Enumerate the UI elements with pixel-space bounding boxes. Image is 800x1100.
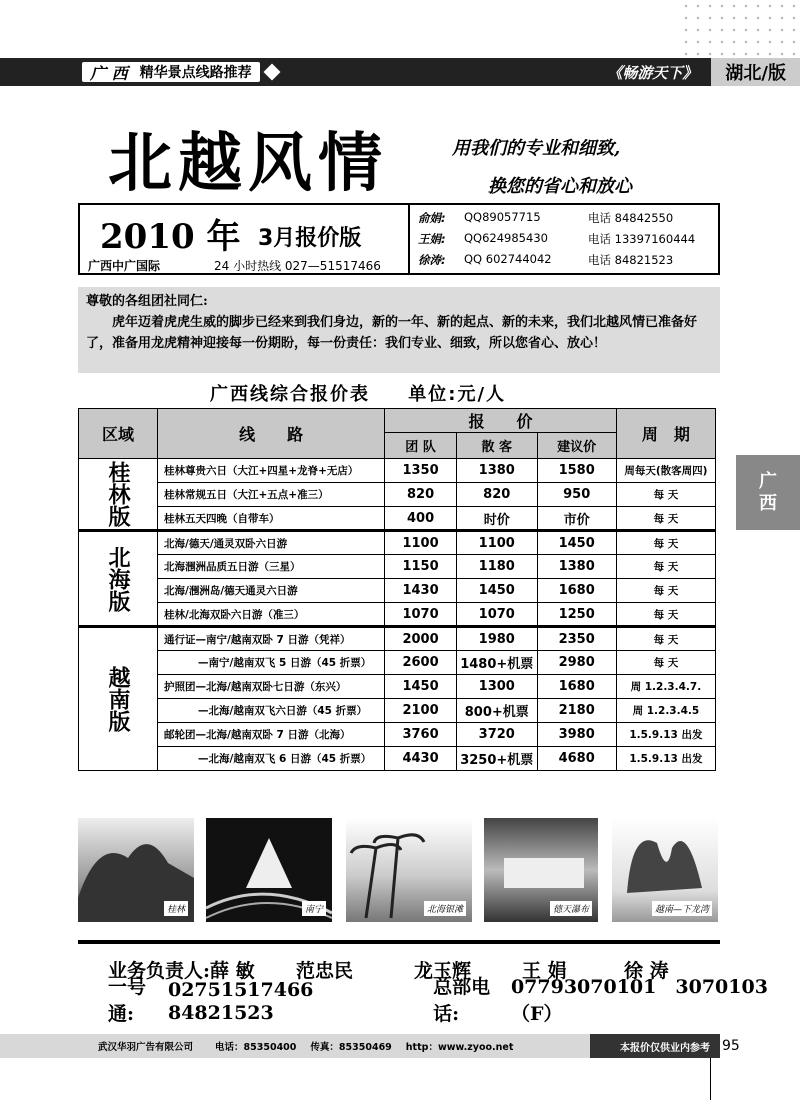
suggest-price-cell: 1580 bbox=[537, 459, 616, 483]
staff-name: 范忠民 bbox=[296, 959, 354, 982]
suggest-price-cell: 2350 bbox=[537, 627, 616, 651]
side-tab-line-1: 广 bbox=[759, 470, 777, 492]
team-price-cell: 2600 bbox=[385, 651, 457, 675]
contact-qq: QQ624985430 bbox=[464, 230, 548, 245]
footer-web[interactable]: http：www.zyoo.net bbox=[405, 1042, 514, 1053]
table-row bbox=[79, 723, 716, 747]
suggest-price-cell: 4680 bbox=[537, 747, 616, 771]
divider bbox=[78, 940, 720, 944]
contact-tel: 电话 84821523 bbox=[588, 252, 674, 267]
suggest-price-cell: 1380 bbox=[537, 555, 616, 579]
price-edition: 3月报价版 bbox=[258, 226, 362, 251]
photo-halong bbox=[612, 818, 718, 922]
suggest-price-cell: 3980 bbox=[537, 723, 616, 747]
staff-name: 龙玉辉 bbox=[414, 959, 472, 982]
magazine-brand: 《畅游天下》 bbox=[607, 63, 698, 82]
side-tab bbox=[736, 455, 800, 530]
team-price-cell: 2000 bbox=[385, 627, 457, 651]
table-row bbox=[79, 531, 716, 555]
table-row bbox=[79, 699, 716, 723]
letter-body: 虎年迈着虎虎生威的脚步已经来到我们身边，新的一年、新的起点、新的未来，我们北越风情已准备好了，准备用龙虎精神迎接每一份期盼，每一份责任：我们专业、细致，所以您省心、放心！ bbox=[86, 315, 698, 351]
suggest-price-cell: 950 bbox=[537, 483, 616, 507]
header-bar-left bbox=[0, 58, 78, 86]
contact-qq: QQ 602744042 bbox=[464, 251, 552, 266]
side-tab-line-2: 西 bbox=[759, 492, 777, 514]
diamond-icon bbox=[263, 64, 280, 81]
single-price-cell: 1380 bbox=[456, 459, 537, 483]
single-price-cell: 800+机票 bbox=[456, 699, 537, 723]
route-cell: 桂林/北海双卧六日游（准三） bbox=[158, 603, 385, 627]
route-cell: 护照团—北海/越南双卧七日游（东兴） bbox=[158, 675, 385, 699]
suggest-price-cell: 1680 bbox=[537, 579, 616, 603]
header-price: 报 价 bbox=[385, 409, 617, 433]
team-price-cell: 1450 bbox=[385, 675, 457, 699]
year: 2010 年 bbox=[100, 217, 241, 257]
route-cell: 桂林尊贵六日（大江+四星+龙脊+无店） bbox=[158, 459, 385, 483]
hq-phone: 07793070101 3070103（F） bbox=[510, 976, 768, 1025]
suggest-price-cell: 1250 bbox=[537, 603, 616, 627]
period-cell: 周 1.2.3.4.5 bbox=[616, 699, 715, 723]
period-cell: 每 天 bbox=[616, 579, 715, 603]
staff-name: 王 娟 bbox=[522, 959, 567, 982]
table-row bbox=[79, 627, 716, 651]
header-route: 线 路 bbox=[158, 409, 385, 459]
staff-block bbox=[108, 954, 800, 1025]
period-cell: 每 天 bbox=[616, 555, 715, 579]
table-row bbox=[79, 603, 716, 627]
team-price-cell: 2100 bbox=[385, 699, 457, 723]
footer-company: 武汉华羽广告有限公司 bbox=[98, 1042, 194, 1053]
single-price-cell: 1180 bbox=[456, 555, 537, 579]
info-box bbox=[78, 203, 720, 275]
single-price-cell: 1450 bbox=[456, 579, 537, 603]
region-cell: 越南版 bbox=[79, 627, 158, 771]
route-cell: 邮轮团—北海/越南双卧 7 日游（北海） bbox=[158, 723, 385, 747]
single-price-cell: 1100 bbox=[456, 531, 537, 555]
team-price-cell: 1350 bbox=[385, 459, 457, 483]
header-bar bbox=[78, 58, 800, 86]
contact-tel: 电话 13397160444 bbox=[588, 231, 696, 246]
table-unit: 单位:元/人 bbox=[408, 384, 507, 405]
single-price-cell: 1070 bbox=[456, 603, 537, 627]
header-period: 周 期 bbox=[616, 409, 715, 459]
route-cell: —北海/越南双飞六日游（45 折票） bbox=[158, 699, 385, 723]
period-cell: 每 天 bbox=[616, 651, 715, 675]
region-cell: 桂林版 bbox=[79, 459, 158, 531]
page-title: 北越风情 bbox=[108, 126, 388, 201]
hotline: 24 小时热线 027—51517466 bbox=[214, 259, 381, 273]
table-row bbox=[79, 579, 716, 603]
photo-caption: 德天瀑布 bbox=[550, 901, 592, 916]
suggest-price-cell: 2980 bbox=[537, 651, 616, 675]
phone-numbers: 02751517466 84821523 bbox=[167, 978, 333, 1024]
route-cell: 北海/涠洲岛/德天通灵六日游 bbox=[158, 579, 385, 603]
route-cell: —北海/越南双飞 6 日游（45 折票） bbox=[158, 747, 385, 771]
staff-name: 薛 敏 bbox=[210, 959, 255, 982]
route-cell: 北海涠洲品质五日游（三星） bbox=[158, 555, 385, 579]
single-price-cell: 1300 bbox=[456, 675, 537, 699]
photo-caption: 南宁 bbox=[302, 901, 326, 916]
single-price-cell: 820 bbox=[456, 483, 537, 507]
period-cell: 1.5.9.13 出发 bbox=[616, 747, 715, 771]
header-area: 区域 bbox=[79, 409, 158, 459]
header-suggest: 建议价 bbox=[537, 433, 616, 459]
team-price-cell: 3760 bbox=[385, 723, 457, 747]
team-price-cell: 1070 bbox=[385, 603, 457, 627]
suggest-price-cell: 2180 bbox=[537, 699, 616, 723]
contact-row bbox=[418, 231, 710, 247]
photo-caption: 北海银滩 bbox=[424, 901, 466, 916]
slogan-line-1: 用我们的专业和细致, bbox=[452, 138, 621, 159]
table-title-text: 广西线综合报价表 bbox=[210, 384, 370, 405]
price-table bbox=[78, 408, 716, 771]
route-cell: 通行证—南宁/越南双卧 7 日游（凭祥） bbox=[158, 627, 385, 651]
photo-caption: 越南—下龙湾 bbox=[652, 901, 712, 916]
single-price-cell: 3720 bbox=[456, 723, 537, 747]
single-price-cell: 时价 bbox=[456, 507, 537, 531]
staff-label: 业务负责人: bbox=[108, 959, 211, 982]
contact-tel: 电话 84842550 bbox=[588, 211, 674, 226]
footer-bar bbox=[0, 1034, 720, 1058]
single-price-cell: 1480+机票 bbox=[456, 651, 537, 675]
single-price-cell: 1980 bbox=[456, 627, 537, 651]
hq-label: 总部电话: bbox=[433, 976, 491, 1025]
region-cell: 北海版 bbox=[79, 531, 158, 627]
team-price-cell: 1150 bbox=[385, 555, 457, 579]
header-single: 散 客 bbox=[456, 433, 537, 459]
photo-strip bbox=[78, 818, 718, 922]
route-cell: 北海/德天/通灵双卧六日游 bbox=[158, 531, 385, 555]
table-title bbox=[210, 380, 506, 406]
header-team: 团 队 bbox=[385, 433, 457, 459]
table-row bbox=[79, 675, 716, 699]
period-cell: 周每天(散客周四) bbox=[616, 459, 715, 483]
contact-qq: QQ89057715 bbox=[464, 210, 541, 225]
photo-guilin bbox=[78, 818, 194, 922]
period-cell: 每 天 bbox=[616, 603, 715, 627]
footer-note: 本报价仅供业内参考 bbox=[590, 1034, 720, 1058]
team-price-cell: 820 bbox=[385, 483, 457, 507]
table-row bbox=[79, 747, 716, 771]
photo-nanning bbox=[206, 818, 332, 922]
staff-name: 徐 涛 bbox=[624, 959, 669, 982]
team-price-cell: 4430 bbox=[385, 747, 457, 771]
period-cell: 每 天 bbox=[616, 507, 715, 531]
slogan-line-2: 换您的省心和放心 bbox=[488, 176, 632, 197]
footer-tel: 电话：85350400 bbox=[215, 1042, 297, 1053]
period-cell: 每 天 bbox=[616, 531, 715, 555]
dot-pattern bbox=[680, 0, 800, 60]
period-cell: 1.5.9.13 出发 bbox=[616, 723, 715, 747]
header-subtitle: 精华景点线路推荐 bbox=[139, 65, 252, 81]
contact-name: 徐涛: bbox=[418, 252, 446, 267]
divider bbox=[710, 1058, 711, 1100]
period-cell: 每 天 bbox=[616, 483, 715, 507]
table-row bbox=[79, 459, 716, 483]
team-price-cell: 1430 bbox=[385, 579, 457, 603]
team-price-cell: 400 bbox=[385, 507, 457, 531]
phone-label: 一号通: bbox=[108, 976, 147, 1025]
header-region: 广 西 bbox=[90, 63, 128, 83]
table-row bbox=[79, 555, 716, 579]
period-cell: 每 天 bbox=[616, 627, 715, 651]
suggest-price-cell: 1450 bbox=[537, 531, 616, 555]
contact-list bbox=[410, 205, 718, 273]
letter-greeting: 尊敬的各组团社同仁: bbox=[86, 294, 208, 309]
suggest-price-cell: 市价 bbox=[537, 507, 616, 531]
suggest-price-cell: 1680 bbox=[537, 675, 616, 699]
greeting-letter bbox=[78, 287, 720, 373]
contact-row bbox=[418, 210, 710, 226]
page-number: 95 bbox=[722, 1038, 740, 1054]
route-cell: 桂林常规五日（大江+五点+准三） bbox=[158, 483, 385, 507]
contact-row bbox=[418, 252, 710, 268]
table-row bbox=[79, 483, 716, 507]
contact-name: 俞娟: bbox=[418, 211, 446, 226]
photo-caption: 桂林 bbox=[164, 901, 188, 916]
route-cell: 桂林五天四晚（自带车） bbox=[158, 507, 385, 531]
photo-beihai bbox=[346, 818, 472, 922]
route-cell: —南宁/越南双飞 5 日游（45 折票） bbox=[158, 651, 385, 675]
single-price-cell: 3250+机票 bbox=[456, 747, 537, 771]
magazine-edition: 湖北/版 bbox=[711, 58, 800, 86]
footer-fax: 传真：85350469 bbox=[310, 1042, 392, 1053]
photo-detian bbox=[484, 818, 598, 922]
contact-name: 王娟: bbox=[418, 231, 446, 246]
agency-name: 广西中广国际 bbox=[88, 259, 161, 273]
table-row bbox=[79, 507, 716, 531]
period-cell: 周 1.2.3.4.7. bbox=[616, 675, 715, 699]
team-price-cell: 1100 bbox=[385, 531, 457, 555]
header-section-label bbox=[82, 62, 260, 82]
table-row bbox=[79, 651, 716, 675]
